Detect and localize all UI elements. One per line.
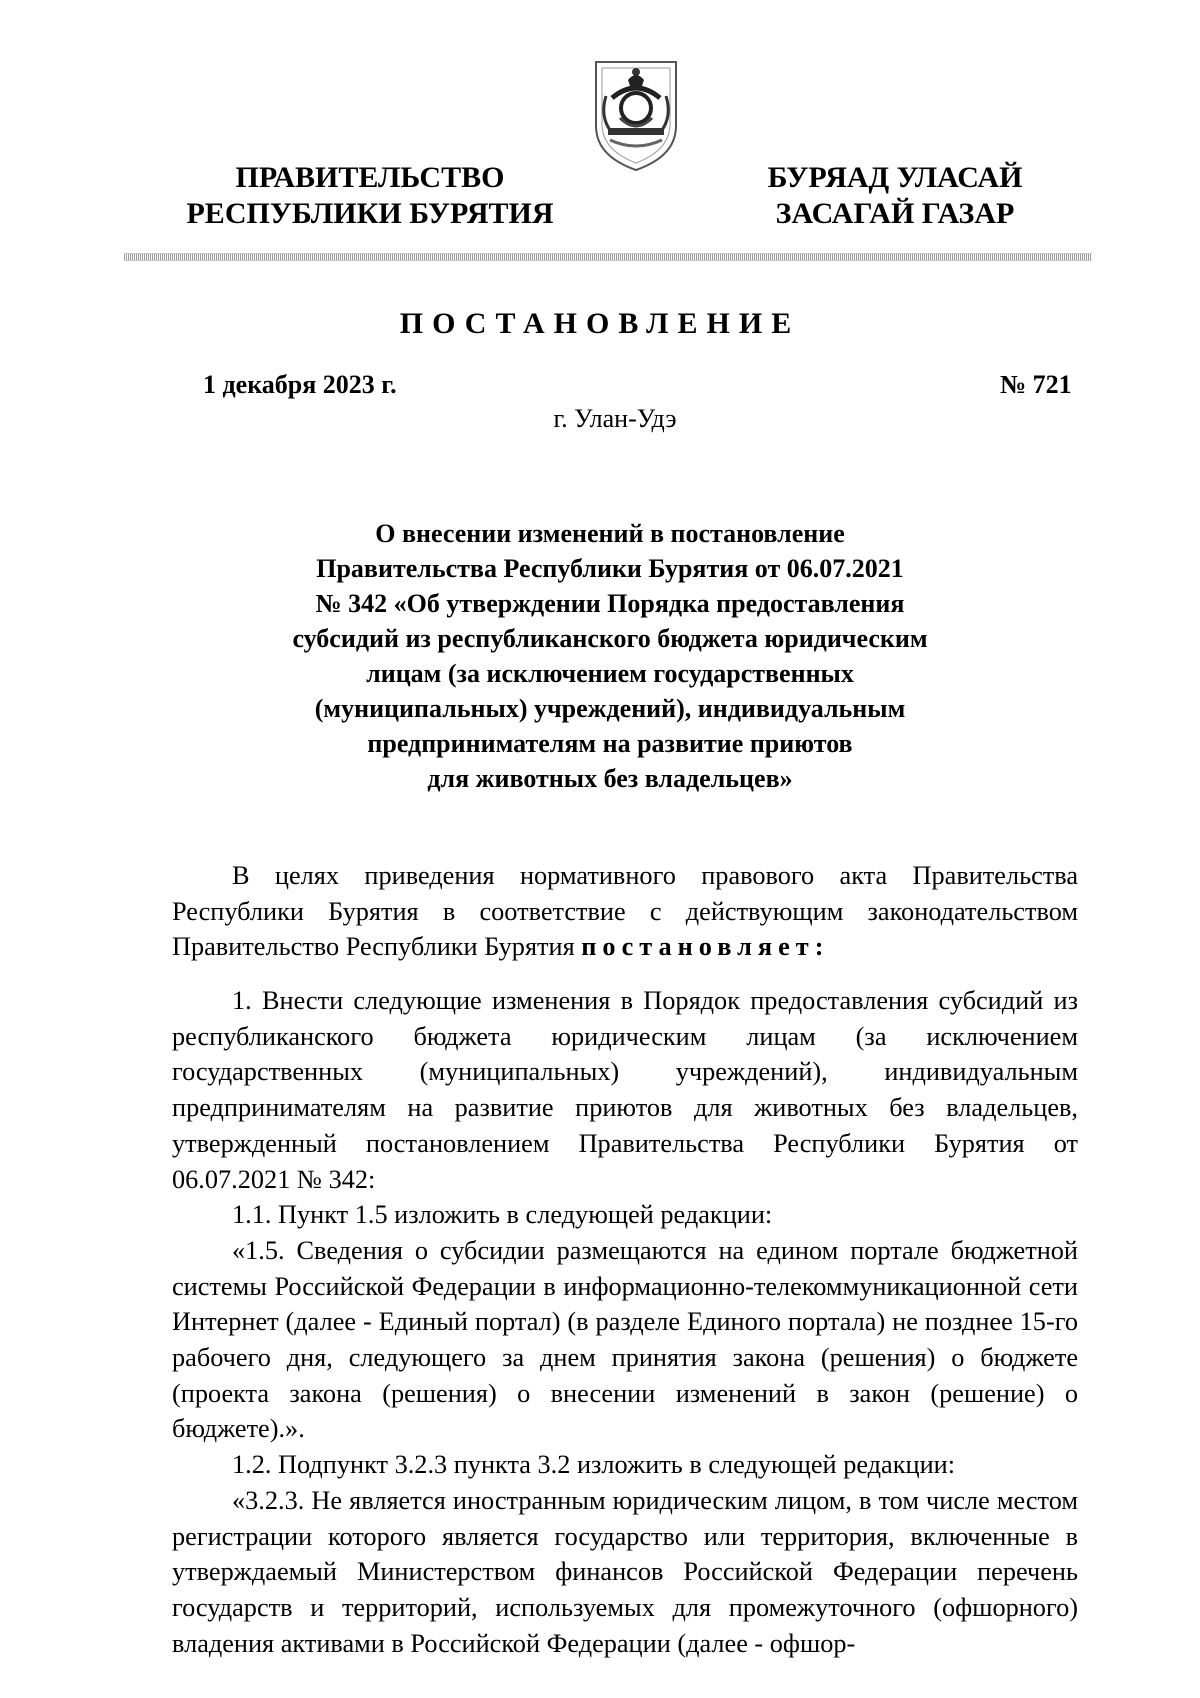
document-subject: [250, 516, 970, 796]
body-paragraph: «3.2.3. Не является иностранным юридическим лицом, в том числе местом регистрации которого является государство или территория, включенные в утверждаемый Министерством финансов Российской Федерации перечень государств и территорий, используемых для промежуточного (офшорного) владения активами в Российской Федерации (далее - офшор-: [172, 1485, 1078, 1658]
header-left-line: РЕСПУБЛИКИ БУРЯТИЯ: [186, 197, 554, 230]
subject-line: Правительства Республики Бурятия от 06.07.2021: [316, 554, 904, 583]
body-paragraph: «1.5. Сведения о субсидии размещаются на едином портале бюджетной системы Российской Федерации в информационно-телекоммуникационной сети Интернет (далее - Единый портал) (в разделе Единого портала) не позднее 15-го рабочего дня, следующего за днем принятия закона (решения) о бюджете (проекта закона (решения) о внесении изменений в закон (решение) о бюджете).».: [172, 1235, 1078, 1444]
subject-line: О внесении изменений в постановление: [375, 519, 845, 548]
body-paragraph: 1.2. Подпункт 3.2.3 пункта 3.2 изложить в следующей редакции:: [232, 1450, 956, 1480]
body-paragraph: 1.1. Пункт 1.5 изложить в следующей редакции:: [232, 1200, 773, 1230]
preamble-text: В целях приведения нормативного правового акта Правительства Республики Бурятия в соответствие с действующим законодательством Правительство Республики Бурятия: [172, 861, 1078, 962]
preamble-paragraph: [172, 858, 1078, 965]
document-type-title: ПОСТАНОВЛЕНИЕ: [399, 307, 801, 340]
document-city: г. Улан-Удэ: [553, 404, 677, 433]
body-paragraph: 1. Внести следующие изменения в Порядок предоставления субсидий из республиканского бюджета юридическим лицам (за исключением государственных (муниципальных) учреждений), индивидуальным предпринимателям на развитие приютов для животных без владельцев, утвержденный постановлением Правительства Республики Бурятия от 06.07.2021 № 342:: [172, 986, 1078, 1194]
subject-line: предпринимателям на развитие приютов: [367, 729, 853, 758]
header-right-line: ЗАСАГАЙ ГАЗАР: [775, 197, 1015, 230]
subject-line: лицам (за исключением государственных: [366, 659, 854, 688]
government-name-buryat: [735, 160, 1055, 232]
document-date: 1 декабря 2023 г.: [203, 370, 397, 399]
subject-line: (муниципальных) учреждений), индивидуальным: [314, 694, 906, 723]
government-name-russian: [180, 160, 560, 232]
decree-word: постановляет:: [581, 932, 830, 962]
subject-line: субсидий из республиканского бюджета юридическим: [292, 624, 928, 653]
document-body: [172, 983, 1078, 1661]
preamble-block: [172, 858, 1078, 965]
header-divider: [124, 253, 1092, 261]
header-right-line: БУРЯАД УЛАСАЙ: [767, 161, 1023, 194]
header-left-line: ПРАВИТЕЛЬСТВО: [235, 161, 505, 194]
subject-line: для животных без владельцев»: [427, 764, 793, 793]
document-number: № 721: [1000, 370, 1072, 399]
subject-line: № 342 «Об утверждении Порядка предоставления: [315, 589, 905, 618]
coat-of-arms-icon: [590, 56, 682, 174]
